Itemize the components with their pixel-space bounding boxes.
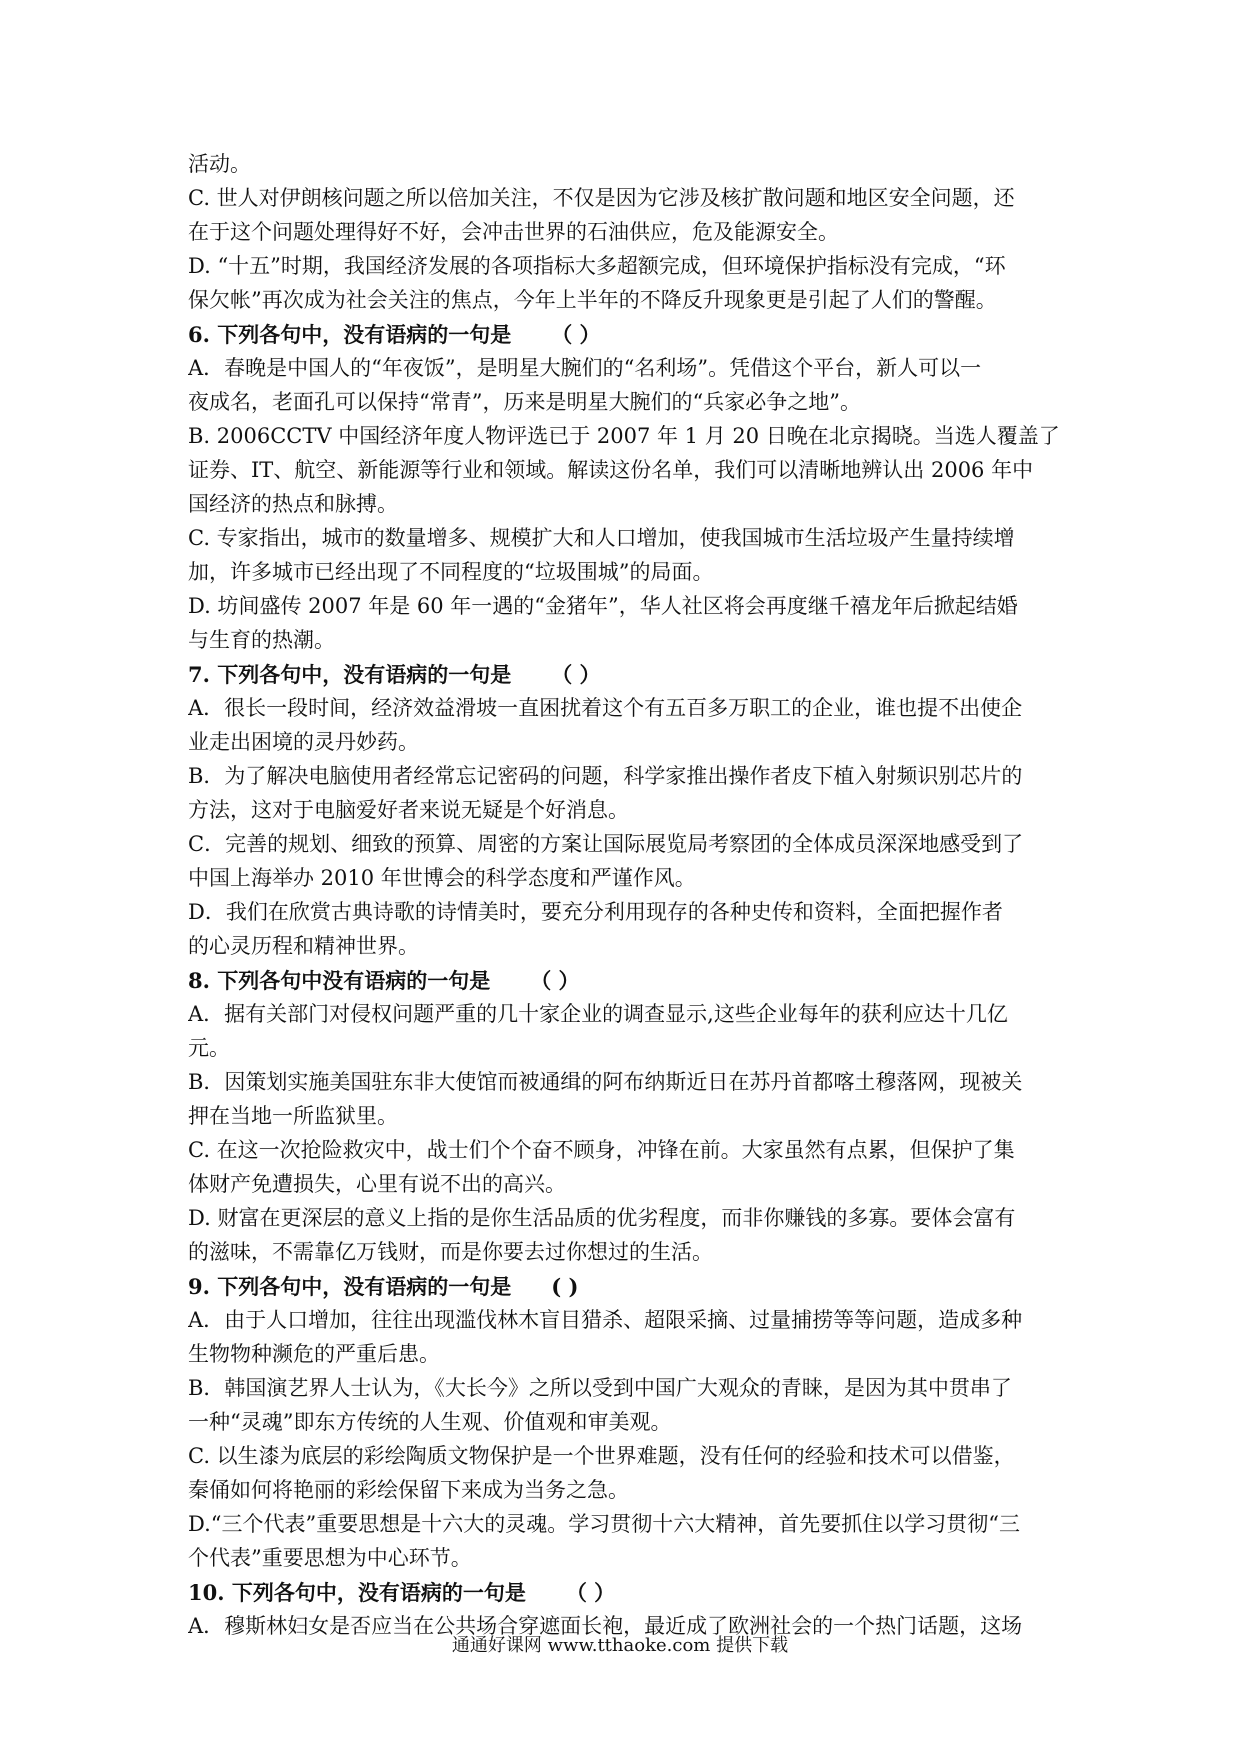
text-line (188, 456, 1064, 485)
question-heading (188, 1578, 1064, 1607)
line-text: A．由于人口增加，往往出现滥伐林木盲目猎杀、超限采摘、过量捕捞等等问题，造成多种 (188, 1308, 1023, 1332)
line-text: 夜成名，老面孔可以保持“常青”，历来是明星大腕们的“兵家必争之地”。 (188, 390, 861, 414)
answer-blank: （ ） (565, 1580, 616, 1605)
question-text: 6. 下列各句中，没有语病的一句是 (188, 322, 512, 347)
line-text: 活动。 (188, 152, 251, 176)
text-line (188, 388, 1064, 417)
text-line (188, 728, 1064, 757)
text-line (188, 490, 1064, 519)
text-line (188, 932, 1064, 961)
text-line (188, 1544, 1064, 1573)
question-heading (188, 660, 1064, 689)
line-text: 押在当地一所监狱里。 (188, 1104, 398, 1128)
line-text: 国经济的热点和脉搏。 (188, 492, 398, 516)
line-text: C. 以生漆为底层的彩绘陶质文物保护是一个世界难题，没有任何的经验和技术可以借鉴， (188, 1444, 1015, 1468)
text-line (188, 558, 1064, 587)
answer-blank: （ ） (551, 322, 601, 347)
line-text: A．很长一段时间，经济效益滑坡一直困扰着这个有五百多万职工的企业，谁也提不出使企 (188, 696, 1023, 720)
line-text: 的心灵历程和精神世界。 (188, 934, 419, 958)
line-text: C．完善的规划、细致的预算、周密的方案让国际展览局考察团的全体成员深深地感受到了 (188, 832, 1024, 856)
line-text: B．因策划实施美国驻东非大使馆而被通缉的阿布纳斯近日在苏丹首都喀土穆落网，现被关 (188, 1070, 1023, 1094)
line-text: D. “十五”时期，我国经济发展的各项指标大多超额完成，但环境保护指标没有完成，“环 (188, 254, 1006, 278)
answer-blank: （ ） (530, 968, 580, 993)
text-line (188, 1374, 1064, 1403)
line-text: 元。 (188, 1036, 230, 1060)
line-text: C. 专家指出，城市的数量增多、规模扩大和人口增加，使我国城市生活垃圾产生量持续增 (188, 526, 1015, 550)
line-text: D. 坊间盛传 2007 年是 60 年一遇的“金猪年”，华人社区将会再度继千禧龙年后掀起结婚 (188, 594, 1018, 618)
text-line (188, 1000, 1064, 1029)
line-text: 保欠帐”再次成为社会关注的焦点，今年上半年的不降反升现象更是引起了人们的警醒。 (188, 288, 997, 312)
line-text: B. 2006CCTV 中国经济年度人物评选已于 2007 年 1 月 20 日晚在北京揭晓。当选人覆盖了 (188, 424, 1060, 448)
text-line (188, 1476, 1064, 1505)
text-line (188, 252, 1064, 281)
answer-blank: ( ) (551, 1274, 579, 1299)
text-line (188, 218, 1064, 247)
line-text: 加，许多城市已经出现了不同程度的“垃圾围城”的局面。 (188, 560, 714, 584)
line-text: 秦俑如何将艳丽的彩绘保留下来成为当务之急。 (188, 1478, 629, 1502)
line-text: D．我们在欣赏古典诗歌的诗情美时，要充分利用现存的各种史传和资料，全面把握作者 (188, 900, 1003, 924)
text-line (188, 524, 1064, 553)
text-line (188, 286, 1064, 315)
line-text: 的滋味，不需靠亿万钱财，而是你要去过你想过的生活。 (188, 1240, 713, 1264)
text-line (188, 354, 1064, 383)
line-text: 与生育的热潮。 (188, 628, 335, 652)
line-text: 业走出困境的灵丹妙药。 (188, 730, 419, 754)
line-text: 个代表”重要思想为中心环节。 (188, 1546, 472, 1570)
question-heading (188, 1272, 1064, 1301)
question-heading (188, 966, 1064, 995)
text-line (188, 1136, 1064, 1165)
text-line (188, 592, 1064, 621)
answer-blank: （ ） (551, 662, 601, 687)
line-text: A．穆斯林妇女是否应当在公共场合穿遮面长袍，最近成了欧洲社会的一个热门话题，这场 (188, 1614, 1023, 1638)
text-line (188, 626, 1064, 655)
text-line (188, 1408, 1064, 1437)
text-line (188, 1510, 1064, 1539)
line-text: 中国上海举办 2010 年世博会的科学态度和严谨作风。 (188, 866, 696, 890)
text-line (188, 1340, 1064, 1369)
line-text: 一种“灵魂”即东方传统的人生观、价值观和审美观。 (188, 1410, 672, 1434)
text-line (188, 694, 1064, 723)
document-page (188, 150, 1064, 1646)
page-footer: 通通好课网 www.tthaoke.com 提供下载 (451, 1635, 789, 1656)
text-line (188, 1170, 1064, 1199)
line-text: 证券、IT、航空、新能源等行业和领域。解读这份名单，我们可以清晰地辨认出 2006 年中 (188, 458, 1034, 482)
text-line (188, 830, 1064, 859)
question-text: 9. 下列各句中，没有语病的一句是 (188, 1274, 512, 1299)
text-line (188, 864, 1064, 893)
line-text: A．据有关部门对侵权问题严重的几十家企业的调查显示,这些企业每年的获利应达十几亿 (188, 1002, 1008, 1026)
question-text: 10. 下列各句中，没有语病的一句是 (188, 1580, 526, 1605)
text-line (188, 796, 1064, 825)
text-line (188, 762, 1064, 791)
text-line (188, 898, 1064, 927)
question-text: 7. 下列各句中，没有语病的一句是 (188, 662, 512, 687)
text-line (188, 150, 1064, 179)
text-line (188, 1034, 1064, 1063)
text-line (188, 422, 1064, 451)
text-line (188, 1102, 1064, 1131)
line-text: 在于这个问题处理得好不好，会冲击世界的石油供应，危及能源安全。 (188, 220, 839, 244)
line-text: 方法，这对于电脑爱好者来说无疑是个好消息。 (188, 798, 629, 822)
line-text: C. 在这一次抢险救灾中，战士们个个奋不顾身，冲锋在前。大家虽然有点累，但保护了集 (188, 1138, 1015, 1162)
line-text: B．韩国演艺界人士认为，《大长今》之所以受到中国广大观众的青睐，是因为其中贯串了 (188, 1376, 1012, 1400)
line-text: D. 财富在更深层的意义上指的是你生活品质的优劣程度，而非你赚钱的多寡。要体会富有 (188, 1206, 1016, 1230)
question-heading (188, 320, 1064, 349)
text-line (188, 1204, 1064, 1233)
text-line (188, 1068, 1064, 1097)
text-line (188, 184, 1064, 213)
line-text: A．春晚是中国人的“年夜饭”，是明星大腕们的“名利场”。凭借这个平台，新人可以一 (188, 356, 982, 380)
line-text: 体财产免遭损失，心里有说不出的高兴。 (188, 1172, 566, 1196)
question-text: 8. 下列各句中没有语病的一句是 (188, 968, 491, 993)
text-line (188, 1442, 1064, 1471)
line-text: 生物物种濒危的严重后患。 (188, 1342, 440, 1366)
line-text: C. 世人对伊朗核问题之所以倍加关注，不仅是因为它涉及核扩散问题和地区安全问题，还 (188, 186, 1015, 210)
text-line (188, 1238, 1064, 1267)
line-text: D.“三个代表”重要思想是十六大的灵魂。学习贯彻十六大精神，首先要抓住以学习贯彻“三 (188, 1512, 1020, 1536)
line-text: B．为了解决电脑使用者经常忘记密码的问题，科学家推出操作者皮下植入射频识别芯片的 (188, 764, 1023, 788)
text-line (188, 1306, 1064, 1335)
